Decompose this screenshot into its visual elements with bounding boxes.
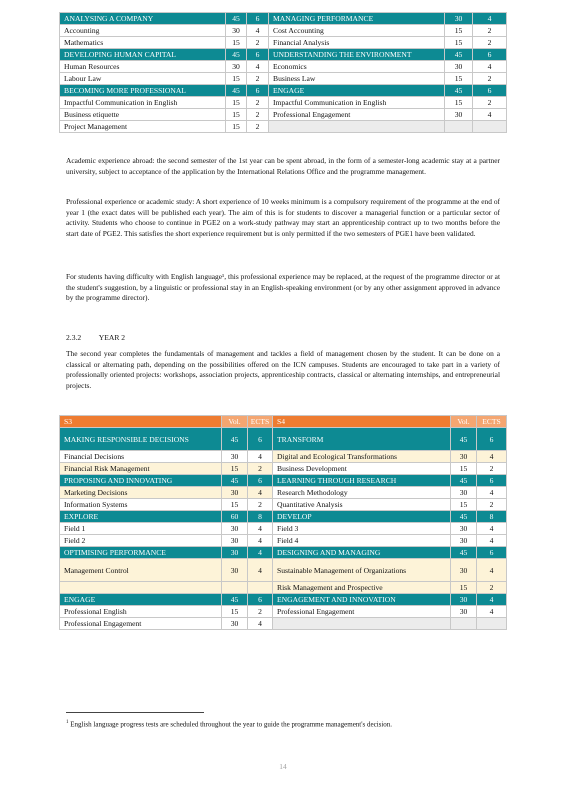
cell-volume-right: 30 [445,13,473,25]
footnote [66,718,496,729]
cell-course-right: Financial Analysis [269,37,445,49]
cell-volume-left: 30 [222,523,248,535]
cell-ects-left: 4 [248,487,273,499]
table-row [60,37,507,49]
cell-ects-right: 4 [473,109,507,121]
cell-ects-left: 4 [248,547,273,559]
cell-course-left: Field 2 [60,535,222,547]
cell-ects-left: 6 [248,475,273,487]
cell-course-left: Marketing Decisions [60,487,222,499]
cell-course-left: Financial Decisions [60,451,222,463]
paragraph-academic-experience: Academic experience abroad: the second semester of the 1st year can be spent abroad, in the form of a semester-long academic stay at a partner university, subject to acceptance of the application by the International Relations Office and the programme management. [66,156,500,176]
paragraph-english-difficulty: For students having difficulty with English language¹, this professional experience may be replaced, at the request of the programme director or at the student's suggestion, by a linguistic or professional stay in an English-speaking environment (or by any other assignment approved in advance by the programme director). [66,272,500,303]
cell-course-left: BECOMING MORE PROFESSIONAL [60,85,226,97]
cell-ects-left: 4 [247,61,269,73]
table-section-row [60,85,507,97]
cell-course-left: Accounting [60,25,226,37]
cell-volume-right: 15 [451,463,477,475]
cell-ects-right [473,121,507,133]
table-row [60,25,507,37]
cell-course-left: S3 [60,416,222,428]
cell-course-left: Professional Engagement [60,618,222,630]
cell-course-left: Human Resources [60,61,226,73]
cell-ects-left: 4 [247,25,269,37]
cell-volume-left: 15 [226,37,247,49]
cell-volume-left [222,582,248,594]
cell-volume-left: 30 [222,618,248,630]
cell-volume-left: 60 [222,511,248,523]
cell-ects-right: 4 [477,606,507,618]
cell-volume-right: 30 [451,523,477,535]
cell-ects-left: 6 [247,13,269,25]
cell-ects-left: 2 [247,73,269,85]
cell-ects-right: 6 [473,49,507,61]
cell-course-right: Business Development [273,463,451,475]
cell-ects-left: 4 [248,618,273,630]
cell-course-left: Field 1 [60,523,222,535]
cell-course-right: ENGAGE [269,85,445,97]
cell-volume-left: 15 [222,463,248,475]
cell-course-right: Economics [269,61,445,73]
cell-course-left: PROPOSING AND INNOVATING [60,475,222,487]
cell-volume-right: 45 [445,49,473,61]
cell-volume-right: 15 [451,582,477,594]
cell-ects-left: 2 [248,463,273,475]
cell-volume-right: 30 [451,451,477,463]
cell-course-right: Business Law [269,73,445,85]
cell-course-right [269,121,445,133]
table-row [60,73,507,85]
cell-course-right: MANAGING PERFORMANCE [269,13,445,25]
table-section-row [60,475,507,487]
table-row [60,523,507,535]
table-row [60,559,507,582]
year-2-curriculum-table [59,415,507,630]
cell-ects-left: 6 [247,85,269,97]
table-column-header [60,416,507,428]
cell-course-right: Impactful Communication in English [269,97,445,109]
cell-course-right: Field 3 [273,523,451,535]
cell-course-right: S4 [273,416,451,428]
cell-volume-right: 45 [451,428,477,451]
cell-ects-right: 6 [477,475,507,487]
cell-ects-left: 4 [248,523,273,535]
cell-ects-left: 6 [248,428,273,451]
cell-volume-right: 30 [445,61,473,73]
cell-course-left: Labour Law [60,73,226,85]
table-row [60,487,507,499]
cell-course-right: Risk Management and Prospective [273,582,451,594]
cell-course-right [273,618,451,630]
table-row [60,618,507,630]
cell-volume-right: 30 [451,535,477,547]
table-row [60,535,507,547]
cell-ects-right: 4 [473,13,507,25]
cell-volume-left: 45 [222,475,248,487]
table-row [60,97,507,109]
cell-course-right: Cost Accounting [269,25,445,37]
cell-ects-left: 2 [248,606,273,618]
table-row [60,606,507,618]
cell-ects-left: 2 [247,121,269,133]
cell-course-left: Information Systems [60,499,222,511]
table-row [60,451,507,463]
cell-course-right: Research Methodology [273,487,451,499]
cell-ects-right [477,618,507,630]
cell-ects-left: 4 [248,559,273,582]
cell-volume-left: 30 [222,535,248,547]
page-number: 14 [279,762,287,771]
section-number: 2.3.2 [66,333,82,342]
cell-volume-left: 30 [226,61,247,73]
footnote-separator [66,712,204,713]
cell-volume-right: 45 [451,547,477,559]
cell-ects-left: 2 [247,97,269,109]
cell-volume-left: 15 [222,499,248,511]
cell-course-left: Mathematics [60,37,226,49]
cell-volume-right: 45 [451,511,477,523]
cell-ects-left: 2 [247,37,269,49]
cell-ects-left: 6 [248,594,273,606]
table-row [60,61,507,73]
table-section-row [60,49,507,61]
cell-volume-left: 15 [226,73,247,85]
cell-ects-right: 4 [477,451,507,463]
cell-ects-right: 2 [477,463,507,475]
cell-volume-left: 15 [226,109,247,121]
cell-volume-right: 30 [451,594,477,606]
cell-volume-right: 30 [451,487,477,499]
top-curriculum-table [59,12,507,133]
cell-volume-right: 15 [445,25,473,37]
cell-course-left: ENGAGE [60,594,222,606]
table-section-row [60,511,507,523]
cell-course-left: Impactful Communication in English [60,97,226,109]
table-section-row [60,428,507,451]
cell-volume-left: 15 [226,121,247,133]
cell-course-right: LEARNING THROUGH RESEARCH [273,475,451,487]
cell-ects-right: 6 [473,85,507,97]
section-heading-year-2 [66,333,125,342]
table-section-row [60,594,507,606]
table-row [60,582,507,594]
cell-ects-right: 4 [473,61,507,73]
cell-volume-left: 30 [226,25,247,37]
cell-volume-left: 30 [222,547,248,559]
cell-course-right: Digital and Ecological Transformations [273,451,451,463]
cell-volume-left: 45 [226,85,247,97]
cell-course-left: Management Control [60,559,222,582]
cell-volume-right: 30 [445,109,473,121]
cell-ects-left: 4 [248,451,273,463]
cell-ects-right: 4 [477,523,507,535]
cell-volume-left: 45 [222,428,248,451]
cell-volume-right: 15 [445,97,473,109]
cell-volume-left: 15 [222,606,248,618]
cell-course-left: Professional English [60,606,222,618]
paragraph-year-2: The second year completes the fundamentals of management and tackles a field of management chosen by the student. It can be done on a classical or alternating path, depending on the possibilities offered on the ICN campuses. Students are encouraged to take part in a variety of professionally oriented projects: workshops, association projects, apprenticeship contracts, classical or alternating internships, and entrepreneurial projects. [66,349,500,390]
cell-volume-left: 45 [222,594,248,606]
cell-volume-right: Vol. [451,416,477,428]
cell-volume-right: 15 [445,73,473,85]
cell-ects-right: 4 [477,535,507,547]
cell-ects-right: 2 [477,499,507,511]
cell-volume-right: 45 [451,475,477,487]
table-section-row [60,13,507,25]
cell-ects-left: 6 [247,49,269,61]
cell-course-right: ENGAGEMENT AND INNOVATION [273,594,451,606]
cell-course-right: UNDERSTANDING THE ENVIRONMENT [269,49,445,61]
cell-volume-left: 30 [222,451,248,463]
cell-volume-left: 45 [226,13,247,25]
cell-volume-right [445,121,473,133]
cell-ects-right: ECTS [477,416,507,428]
cell-ects-left: ECTS [248,416,273,428]
section-title: YEAR 2 [98,333,126,342]
cell-course-right: Professional Engagement [273,606,451,618]
cell-volume-left: 30 [222,487,248,499]
cell-course-left: Business etiquette [60,109,226,121]
cell-course-left: MAKING RESPONSIBLE DECISIONS [60,428,222,451]
cell-ects-right: 2 [473,73,507,85]
cell-ects-right: 6 [477,547,507,559]
cell-course-left: DEVELOPING HUMAN CAPITAL [60,49,226,61]
footnote-mark: 1 [66,720,69,725]
cell-ects-right: 4 [477,487,507,499]
cell-ects-right: 8 [477,511,507,523]
table-row [60,499,507,511]
cell-ects-left: 4 [248,535,273,547]
cell-ects-right: 2 [473,25,507,37]
cell-course-right: TRANSFORM [273,428,451,451]
cell-volume-right [451,618,477,630]
cell-volume-left: 45 [226,49,247,61]
cell-course-right: DESIGNING AND MANAGING [273,547,451,559]
cell-volume-left: 15 [226,97,247,109]
table-section-row [60,547,507,559]
cell-ects-right: 2 [477,582,507,594]
cell-volume-right: 15 [445,37,473,49]
cell-course-left: Project Management [60,121,226,133]
table-row [60,109,507,121]
cell-ects-right: 6 [477,428,507,451]
cell-ects-right: 2 [473,37,507,49]
cell-ects-left: 2 [247,109,269,121]
cell-course-left: OPTIMISING PERFORMANCE [60,547,222,559]
cell-ects-right: 2 [473,97,507,109]
cell-volume-right: 15 [451,499,477,511]
cell-course-right: Quantitative Analysis [273,499,451,511]
cell-ects-left [248,582,273,594]
cell-volume-right: 30 [451,606,477,618]
cell-course-right: Field 4 [273,535,451,547]
cell-course-left: Financial Risk Management [60,463,222,475]
cell-course-left: EXPLORE [60,511,222,523]
cell-ects-right: 4 [477,594,507,606]
cell-course-right: Sustainable Management of Organizations [273,559,451,582]
table-row [60,463,507,475]
paragraph-professional-experience: Professional experience or academic study: A short experience of 10 weeks minimum is a compulsory requirement of the programme at the end of year 1 (the exact dates will be published each year). The aim of this is for students to discover a managerial function or a particular sector of activity. Students who choose to continue in PGE2 on a work-study pathway may start an apprenticeship contract up to two months before the start date of PGE2. This satisfies the short experience requirement but is only permitted if the two semesters of PGE1 have been validated. [66,197,500,238]
cell-ects-left: 8 [248,511,273,523]
cell-volume-right: 45 [445,85,473,97]
cell-ects-right: 4 [477,559,507,582]
cell-course-left: ANALYSING A COMPANY [60,13,226,25]
cell-ects-left: 2 [248,499,273,511]
cell-course-left [60,582,222,594]
cell-volume-left: Vol. [222,416,248,428]
cell-course-right: Professional Engagement [269,109,445,121]
footnote-text: English language progress tests are scheduled throughout the year to guide the programme management's decision. [70,720,393,729]
cell-course-right: DEVELOP [273,511,451,523]
table-row [60,121,507,133]
cell-volume-right: 30 [451,559,477,582]
cell-volume-left: 30 [222,559,248,582]
